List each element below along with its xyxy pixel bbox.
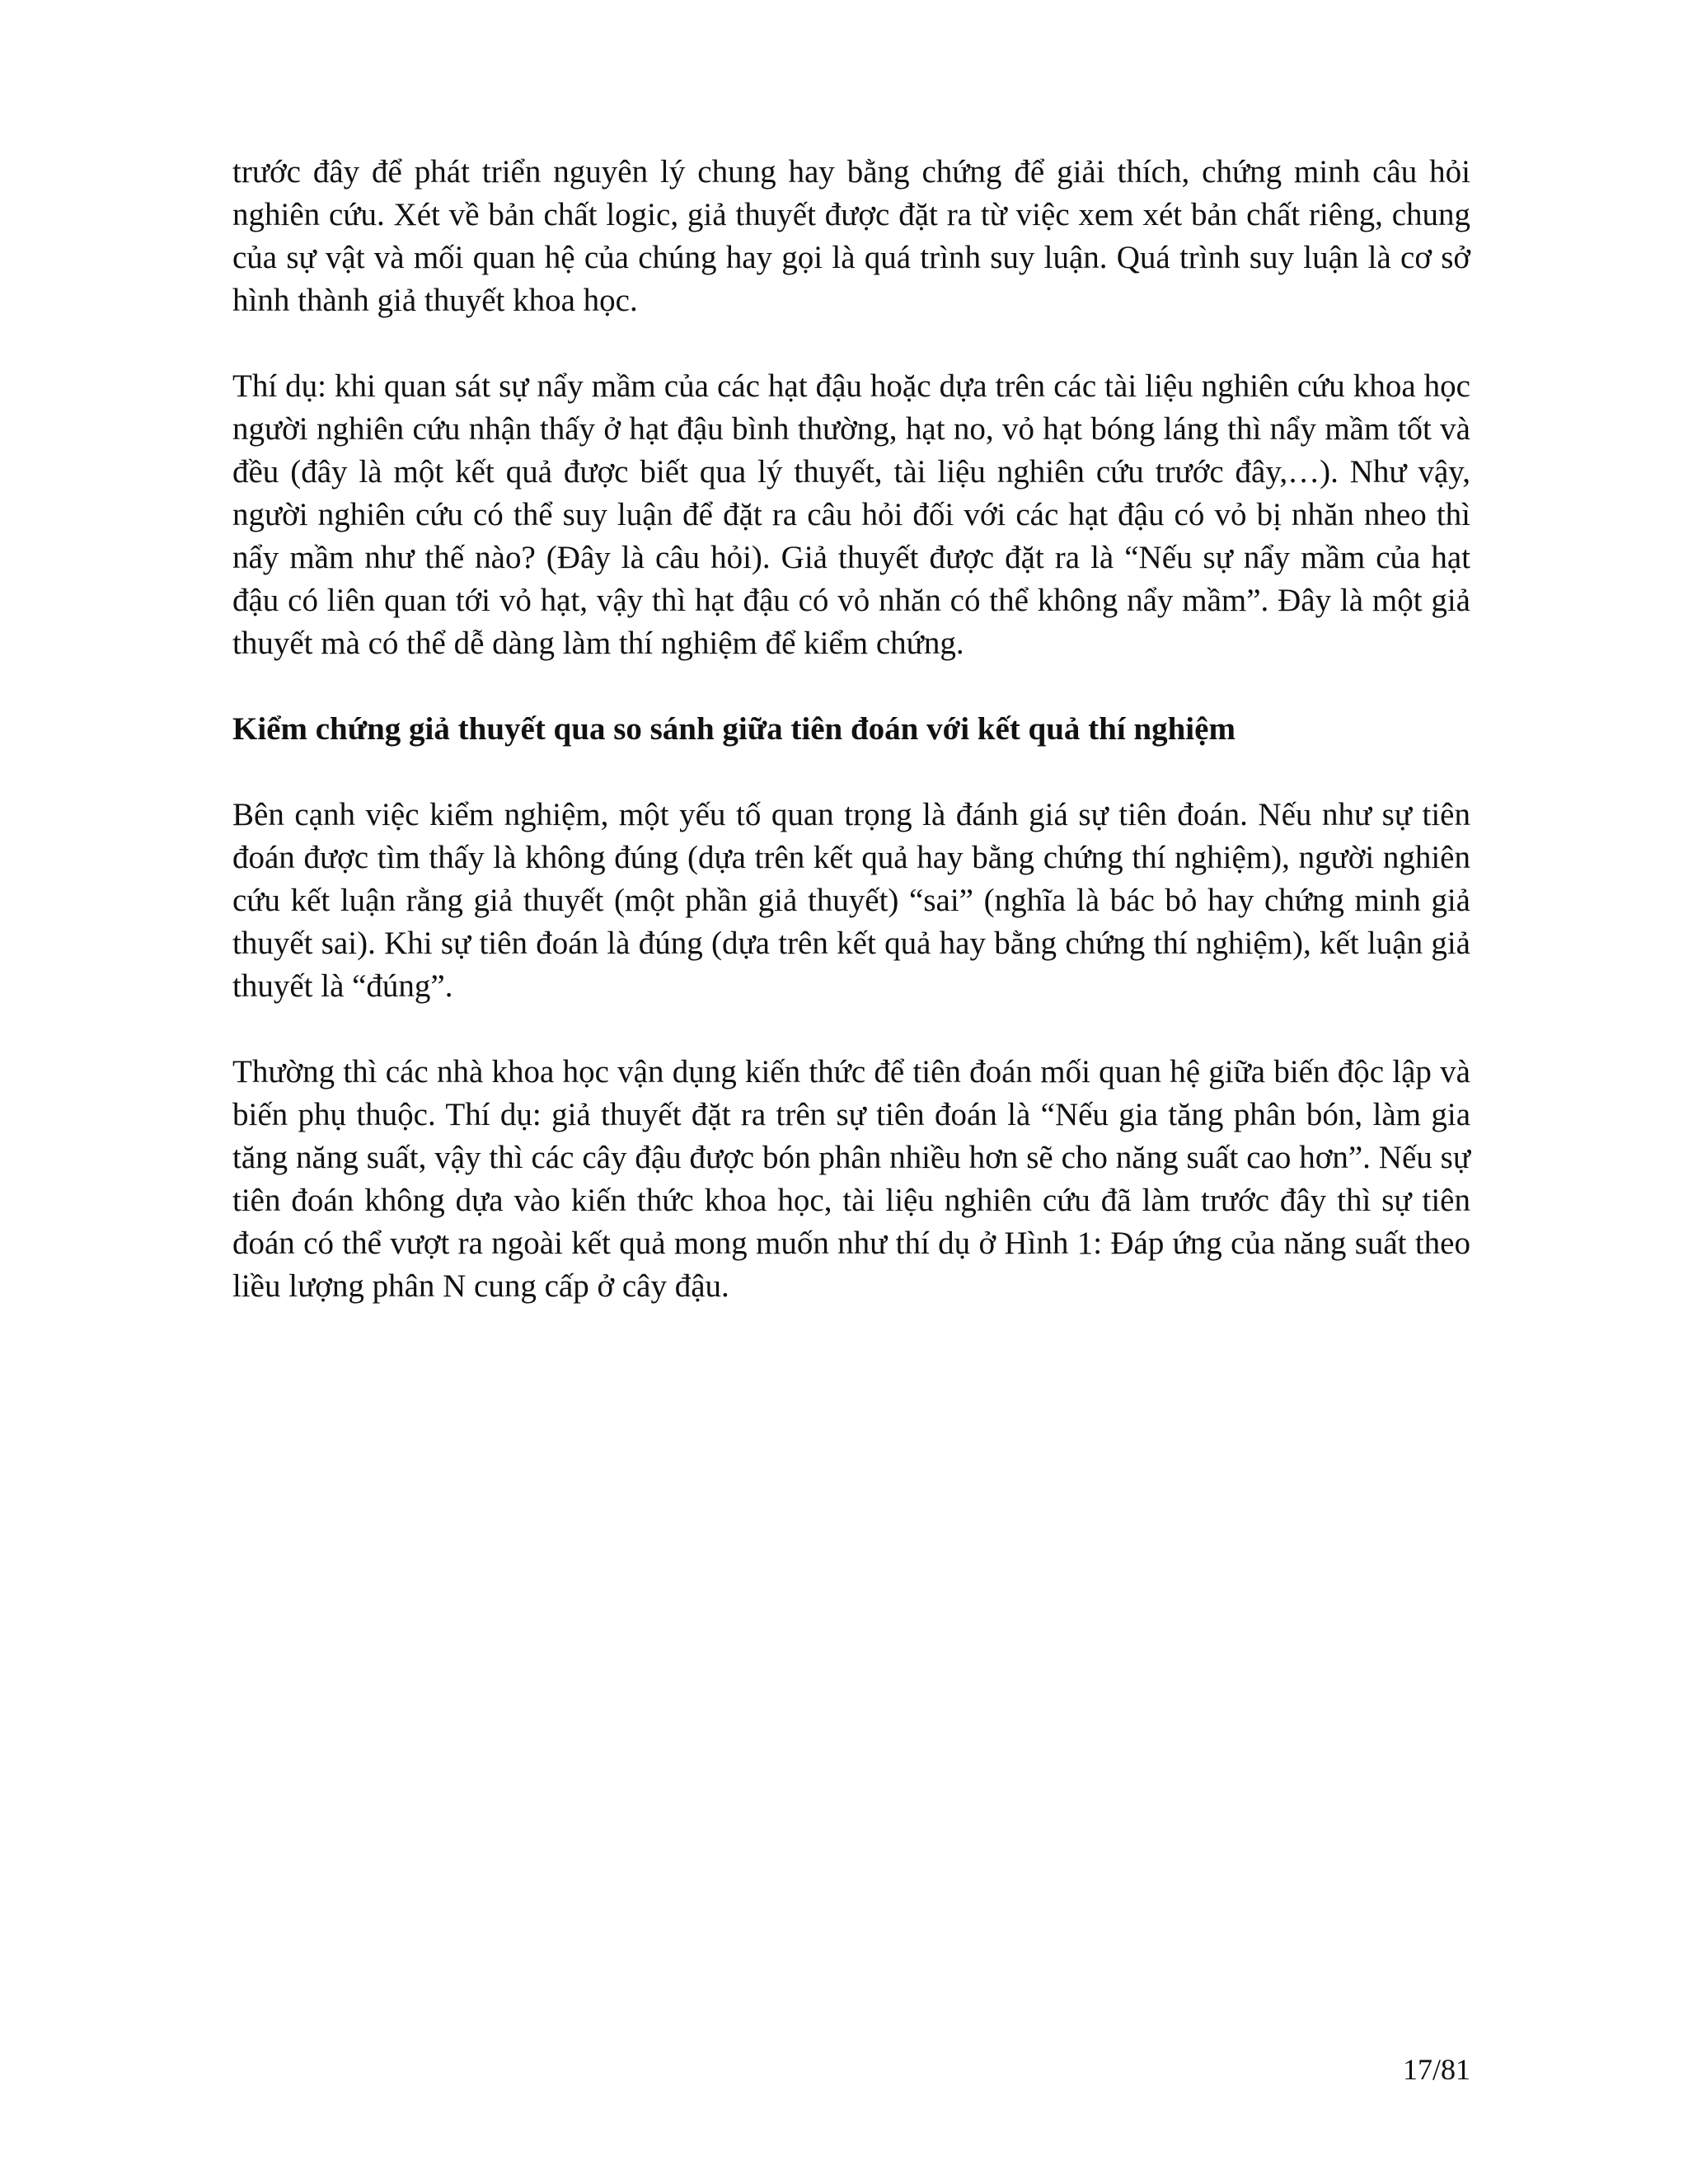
paragraph-gap [232, 751, 1470, 794]
paragraph-prediction-evaluation: Bên cạnh việc kiểm nghiệm, một yếu tố quan trọng là đánh giá sự tiên đoán. Nếu như sự tiên đoán được tìm thấy là không đúng (dựa trên kết quả hay bằng chứng thí nghiệm), người nghiên cứu kết luận rằng giả thuyết (một phần giả thuyết) “sai” (nghĩa là bác bỏ hay chứng minh giả thuyết sai). Khi sự tiên đoán là đúng (dựa trên kết quả hay bằng chứng thí nghiệm), kết luận giả thuyết là “đúng”. [232, 797, 1470, 1004]
page-body [232, 151, 1470, 1308]
paragraph-gap [232, 322, 1470, 365]
page-number: 17/81 [1402, 2053, 1470, 2086]
paragraph-hypothesis-logic: trước đây để phát triển nguyên lý chung hay bằng chứng để giải thích, chứng minh câu hỏi nghiên cứu. Xét về bản chất logic, giả thuyết được đặt ra từ việc xem xét bản chất riêng, chung của sự vật và mối quan hệ của chúng hay gọi là quá trình suy luận. Quá trình suy luận là cơ sở hình thành giả thuyết khoa học. [232, 154, 1470, 318]
section-heading: Kiểm chứng giả thuyết qua so sánh giữa tiên đoán với kết quả thí nghiệm [232, 711, 1236, 747]
paragraph-variable-relationship: Thường thì các nhà khoa học vận dụng kiến thức để tiên đoán mối quan hệ giữa biến độc lập và biến phụ thuộc. Thí dụ: giả thuyết đặt ra trên sự tiên đoán là “Nếu gia tăng phân bón, làm gia tăng năng suất, vậy thì các cây đậu được bón phân nhiều hơn sẽ cho năng suất cao hơn”. Nếu sự tiên đoán không dựa vào kiến thức khoa học, tài liệu nghiên cứu đã làm trước đây thì sự tiên đoán có thể vượt ra ngoài kết quả mong muốn như thí dụ ở Hình 1: Đáp ứng của năng suất theo liều lượng phân N cung cấp ở cây đậu. [232, 1054, 1470, 1304]
paragraph-gap [232, 1008, 1470, 1051]
paragraph-bean-example: Thí dụ: khi quan sát sự nẩy mầm của các hạt đậu hoặc dựa trên các tài liệu nghiên cứu khoa học người nghiên cứu nhận thấy ở hạt đậu bình thường, hạt no, vỏ hạt bóng láng thì nẩy mầm tốt và đều (đây là một kết quả được biết qua lý thuyết, tài liệu nghiên cứu trước đây,…). Như vậy, người nghiên cứu có thể suy luận để đặt ra câu hỏi đối với các hạt đậu có vỏ bị nhăn nheo thì nẩy mầm như thế nào? (Đây là câu hỏi). Giả thuyết được đặt ra là “Nếu sự nẩy mầm của hạt đậu có liên quan tới vỏ hạt, vậy thì hạt đậu có vỏ nhăn có thể không nẩy mầm”. Đây là một giả thuyết mà có thể dễ dàng làm thí nghiệm để kiểm chứng. [232, 368, 1470, 661]
paragraph-gap [232, 665, 1470, 708]
